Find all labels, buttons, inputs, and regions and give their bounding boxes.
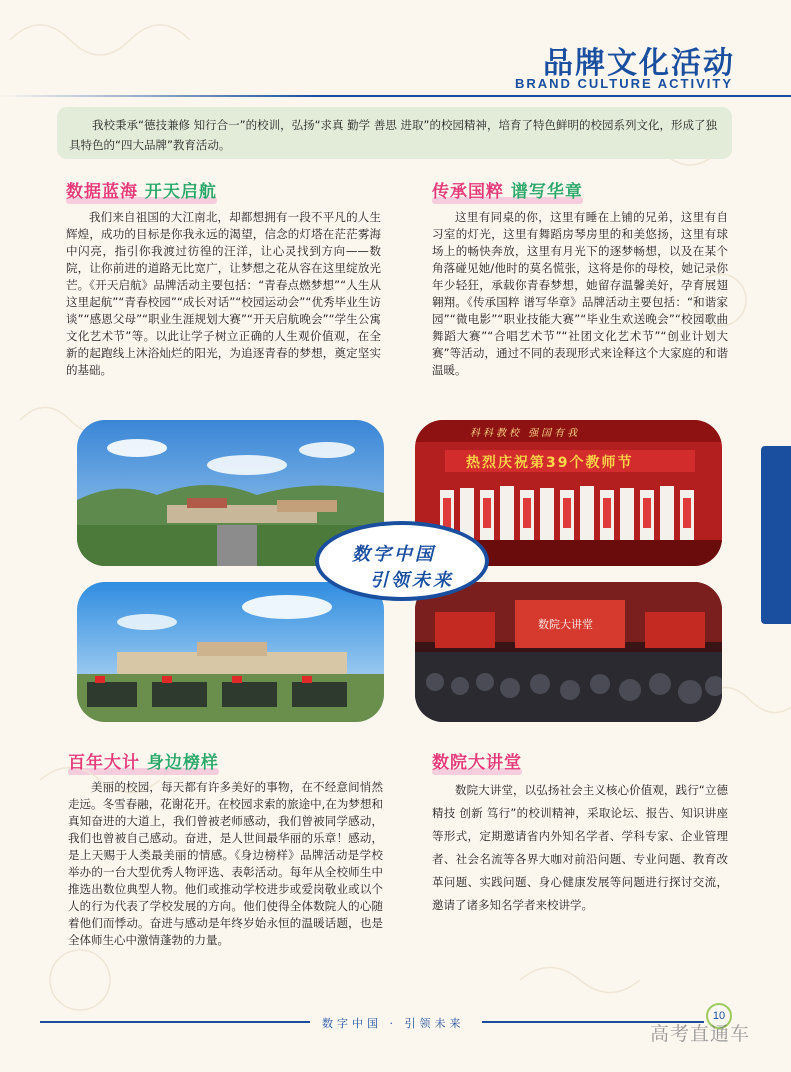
section-title-2-part1: 传承国粹: [432, 182, 504, 202]
page-subtitle: BRAND CULTURE ACTIVITY: [514, 76, 733, 91]
page-number: 10: [706, 1003, 732, 1029]
section-title-2-part2: 谱写华章: [510, 182, 583, 202]
watermark: 高考直通车: [650, 1023, 751, 1045]
parade-photo: [77, 582, 384, 722]
section-title-4-part1: 数院大讲堂: [432, 753, 522, 773]
section-body-1: 我们来自祖国的大江南北，却都想拥有一段不平凡的人生辉煌，成功的目标是你我永远的渴望，信念的灯塔在茫茫雾海中闪亮，指引你我渡过彷徨的汪洋，让心灵找到方向——数院，让你前进的道路无比宽广，让梦想之花从容在这里绽放光芒。《开天启航》品牌活动主要包括：“青春点燃梦想”“人生从这里起航”“青春校园”“成长对话”“校园运动会”“优秀毕业生访谈”“感恩父母”“职业生涯规划大赛”“开天启航晚会”“学生公寓文化艺术节”等。以此让学子树立正确的人生观价值观，在全新的起跑线上沐浴灿烂的阳光，为追逐青春的梦想，奠定坚实的基础。: [66, 210, 381, 377]
section-title-3-part1: 百年大计: [68, 753, 140, 773]
intro-paragraph: 我校秉承“德技兼修 知行合一”的校训，弘扬“求真 勤学 善思 进取”的校园精神，培育了特色鲜明的校园系列文化，形成了独具特色的“四大品牌”教育活动。: [57, 107, 732, 159]
celebration-banner-text: 热烈庆祝第39个教师节: [466, 455, 634, 471]
badge-line-1: 数字中国: [352, 544, 436, 565]
section-title-3-part2: 身边榜样: [146, 753, 219, 773]
section-title-2: [432, 177, 583, 202]
side-tab: [761, 446, 791, 624]
section-title-1-part2: 开天启航: [144, 182, 217, 202]
section-title-3: [68, 748, 219, 773]
lecture-screen-text: 数院大讲堂: [538, 618, 593, 631]
banner-top-text: 科科教校 强国有我: [470, 428, 581, 439]
header-divider: [0, 95, 791, 97]
section-title-1-part1: 数据蓝海: [66, 182, 138, 202]
section-body-3: 美丽的校园，每天都有许多美好的事物，在不经意间悄然走远。冬雪春融，花谢花开。在校园求索的旅途中,在为梦想和真知奋进的大道上，我们曾被老师感动，我们曾被同学感动，我们也曾被自己感动。奋进，是人世间最华丽的乐章！感动，是上天赐于人类最美丽的情感。《身边榜样》品牌活动是学校举办的一台大型优秀人物评选、表彰活动。每年从全校师生中推选出数位典型人物。他们或推动学校进步或爱岗敬业或以个人的行为代表了学校发展的方向。他们使得全体数院人的心随着他们而悸动。奋进与感动是年终岁始永恒的温暖话题，也是全体师生心中激情蓬勃的力量。: [68, 780, 383, 947]
footer-slogan: 数字中国 · 引领未来: [322, 1017, 465, 1030]
footer-line-left: [40, 1021, 310, 1023]
section-body-2: 这里有同桌的你，这里有睡在上铺的兄弟，这里有自习室的灯光，这里有舞蹈房琴房里的和美悠扬，这里有球场上的畅快奔放，这里有月光下的逐梦畅想，以及在某个角落碰见她/他时的莫名慌张，这将是你的母校，她记录你年少轻狂，承载你青春梦想，她留存温馨美好，孕育展翅翱翔。《传承国粹 谱写华章》品牌活动主要包括：“和谐家园”“微电影”“职业技能大赛”“毕业生欢送晚会”“校园歌曲舞蹈大赛”“合唱艺术节”“社团文化艺术节”“创业计划大赛”等活动，通过不同的表现形式来诠释这个大家庭的和谐温暖。: [432, 210, 728, 377]
badge-line-2: 引领未来: [370, 570, 454, 591]
page-title: 品牌文化活动: [543, 46, 735, 81]
section-body-4: 数院大讲堂，以弘扬社会主义核心价值观，践行“立德 精技 创新 笃行”的校训精神，采取论坛、报告、知识讲座等形式，定期邀请省内外知名学者、学科专家、企业管理者、社会名流等各界大咖对前沿问题、专业问题、教育改革问题、实践问题、身心健康发展等问题进行探讨交流，邀请了诸多知名学者来校讲学。: [432, 783, 728, 912]
lecture-hall-photo: [415, 582, 722, 722]
section-title-1: [66, 177, 217, 202]
section-title-4: [432, 748, 522, 773]
